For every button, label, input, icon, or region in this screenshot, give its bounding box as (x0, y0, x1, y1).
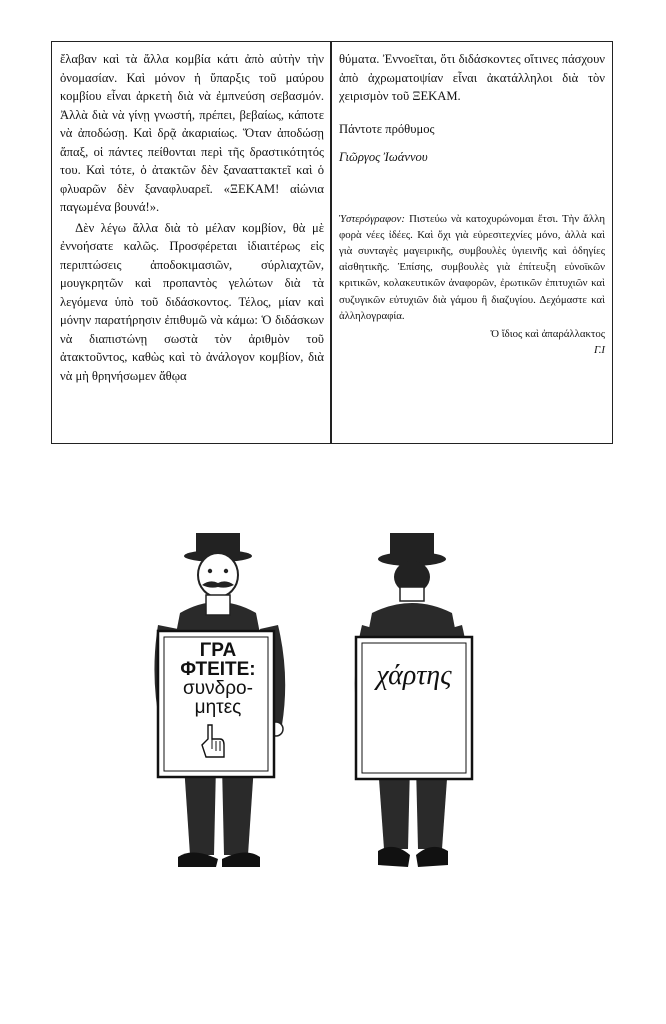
right-continuation: θύματα. Ἐννοεῖται, ὅτι διδάσκοντες οἵτινες πάσχουν ἀπὸ ἀχρωματοψίαν εἶναι ἀκατάλληλοι διὰ τὸν χειρισμὸν τοῦ ΞΕΚΑΜ. (339, 52, 605, 103)
postscript-text: Πιστεύω νὰ κατοχυρώνομαι ἔτσι. Τὴν ἄλλη φορὰ νέες ἰδέες. Καὶ ὄχι γιὰ εὑρεσιτεχνίες μόνο, ἀλλὰ καὶ γιὰ συνταγὲς μαγειρικῆς, συμβουλὲς ὑγιεινῆς καὶ ὁδηγίες αἰσθητικῆς. Ἐπίσης, συμβουλὲς γιὰ ἐπίτευξη εὐνοϊκῶν κριτικῶν, κολακευτικῶν ἀναφορῶν, ἐρωτικῶν ἐπιτυχιῶν καὶ συζυγικῶν εὐτυχιῶν διὰ γάμου ἢ διαζυγίου. Δεχόμαστε καὶ ἀλληλογραφία. (339, 212, 605, 322)
postscript-label: Ὑστερόγραφον: (339, 212, 405, 225)
postscript-sign: Ὁ ἴδιος καὶ ἀπαράλλακτος (490, 327, 605, 340)
left-sign-text (166, 641, 270, 717)
right-sign-board (356, 637, 472, 779)
column-divider (330, 41, 332, 444)
closing-line: Πάντοτε πρόθυμος (339, 121, 435, 136)
left-paragraph-1: ἔλαβαν καὶ τὰ ἄλλα κομβία κάτι ἀπὸ αὐτὴν τὴν ὀνομασίαν. Καὶ μόνον ἡ ὕπαρξις τοῦ μαύρου κομβίου εἶναι ἀρκετὴ διὰ νὰ ἐμπνεύση σεβασμόν. Ἀλλὰ διὰ νὰ γίνῃ γνωστή, πρέπει, βεβαίως, κάποτε νὰ ἀποδώσῃ. Καὶ δρᾷ ἀκαριαίως. Ὅταν ἀποδώσῃ ἅπαξ, οἱ πάντες πείθονται περὶ τῆς δραστικότητός του. Καὶ τότε, ὁ ἀτακτῶν δὲν ξανααττακτεῖ καὶ ὁ φλυαρῶν δὲν ξαναφλυαρεῖ. «ΞΕΚΑΜ! αἰώνια παγωμένα βουνά!». (60, 52, 324, 214)
left-sign-line-2: ΦΤΕΙΤΕ: (180, 659, 256, 680)
postscript (339, 211, 605, 324)
right-sign-text: χάρτης (376, 660, 452, 691)
left-sign-line-1: ΓΡΑ (199, 640, 237, 661)
author-signature: Γιῶργος Ἰωάννου (339, 150, 428, 164)
left-column (60, 50, 324, 385)
right-man-figure (355, 533, 472, 867)
left-paragraph-2: Δὲν λέγω ἄλλα διὰ τὸ μέλαν κομβίον, θὰ μὲ ἐννοήσατε καλῶς. Προσφέρεται ἰδιαιτέρως εἰς περιπτώσεις ἀποδοκιμασιῶν, σύρλιαχτῶν, μουγκρητῶν καὶ προπαντὸς γελώτων διὰ τὰ λεγόμενα ὑπὸ τοῦ διδάσκοντος. Τέλος, μίαν καὶ μόνην παρατήρησιν ἐπιθυμῶ νὰ κάμω: Ὁ διδάσκων νὰ διαπιστώνῃ σωστὰ τὸν ἀριθμὸν τοῦ ἀτακτοῦντος, καθὼς καὶ τὸ ἀνάλογον κομβίον, διὰ νὰ μὴ θρηνήσωμεν ἄθῳα (60, 220, 324, 383)
left-sign-line-3: συνδρο- (183, 678, 253, 699)
right-column (339, 50, 605, 358)
postscript-initials: Γ.Ι (593, 343, 605, 356)
left-sign-line-4: μητες (194, 697, 242, 718)
